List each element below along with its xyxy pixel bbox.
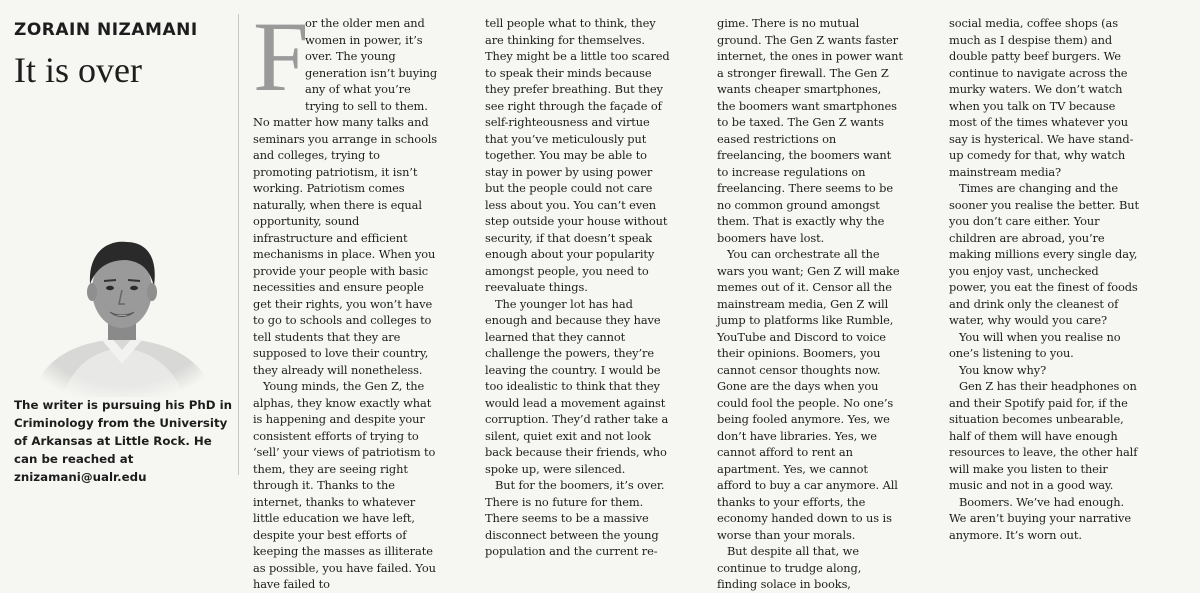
paragraph: Gen Z has their headphones on and their Spotify paid for, if the situation becomes unbearable, half of them will have enough resources to leave, the other half will make you listen to their music and not in a good way. — [949, 379, 1138, 492]
article-column-4 — [949, 15, 1139, 543]
paragraph: You will when you realise no one’s listening to you. — [949, 329, 1121, 360]
paragraph — [253, 1, 439, 378]
paragraph: tell people what to think, they are thinking for themselves. They might be a little too scared to speak their minds because they prefer breathing. But they see right through the façade of self-righteousness and virtue that you’ve meticulously put together. You may be able to stay in power by using power but the people could not care less about you. You can’t even step outside your house without security, if that doesn’t speak enough about your popularity amongst people, you need to reevaluate things. — [485, 16, 670, 294]
paragraph: The younger lot has had enough and because they have learned that they cannot challenge the powers, they’re leaving the country. I would be too idealistic to think that they would lead a movement against corruption. They’d rather take a silent, quiet exit and not look back because their friends, who spoke up, were silenced. — [485, 296, 669, 476]
paragraph: Times are changing and the sooner you realise the better. But you don’t care either. Your children are abroad, you’re making millions every single day, you enjoy vast, unchecked power, you eat the finest of foods and drink only the cleanest of water, why would you care? — [949, 181, 1139, 327]
paragraph: Boomers. We’ve had enough. We aren’t buying your narrative anymore. It’s worn out. — [949, 494, 1132, 542]
column-divider — [238, 14, 239, 475]
paragraph: But despite all that, we continue to trudge along, finding solace in books, — [717, 544, 862, 591]
author-bio: The writer is pursuing his PhD in Criminology from the University of Arkansas at Little Rock. He can be reached at znizamani@ualr.edu — [14, 398, 233, 484]
paragraph: Young minds, the Gen Z, the alphas, they know exactly what is happening and despite your consistent efforts of trying to ‘sell’ your views of patriotism to them, they are seeing right through it. Thanks to the internet, thanks to whatever little education we have left, despite your best efforts of keeping the masses as illiterate as possible, you have failed. You have failed to — [253, 379, 436, 591]
paragraph: You know why? — [959, 362, 1047, 377]
article-column-1 — [253, 1, 439, 593]
paragraph-text: or the older men and women in power, it’s over. The young generation isn’t buying any of what you’re trying to sell to them. No matter how many talks and seminars you arrange in schools and colleges, trying to promoting patriotism, it isn’t working. Patriotism comes naturally, when there is equal opportunity, sound infrastructure and efficient mechanisms in place. When you provide your people with basic necessities and ensure people get their rights, you won’t have to go to schools and colleges to tell students that they are supposed to love their country, they already will nonetheless. — [253, 16, 438, 377]
dropcap-wrapper — [253, 1, 309, 112]
author-sidebar — [14, 20, 236, 484]
paragraph: But for the boomers, it’s over. There is no future for them. There seems to be a massive disconnect between the young population and the current re- — [485, 478, 665, 558]
headline: It is over — [14, 50, 142, 90]
dropcap: F — [253, 1, 309, 112]
paragraph: You can orchestrate all the wars you want; Gen Z will make memes out of it. Censor all the mainstream media, Gen Z will jump to platforms like Rumble, YouTube and Discord to voice their opinions. Boomers, you cannot censor thoughts now. Gone are the days when you could fool the people. No one’s being fooled anymore. Yes, we don’t have libraries. Yes, we cannot afford to rent an apartment. Yes, we cannot afford to buy a car anymore. All thanks to your efforts, the economy handed down to us is worse than your morals. — [717, 247, 900, 542]
article-column-3 — [717, 15, 903, 593]
paragraph: gime. There is no mutual ground. The Gen Z wants faster internet, the ones in power want a stronger firewall. The Gen Z wants cheaper smartphones, the boomers want smartphones to be taxed. The Gen Z wants eased restrictions on freelancing, the boomers want to increase regulations on freelancing. There seems to be no common ground amongst them. That is exactly why the boomers have lost. — [717, 16, 903, 245]
author-name: ZORAIN NIZAMANI — [14, 20, 198, 40]
paragraph: social media, coffee shops (as much as I despise them) and double patty beef burgers. We continue to navigate across the murky waters. We don’t watch when you talk on TV because most of the times whatever you say is hysterical. We have stand-up comedy for that, why watch mainstream media? — [949, 16, 1134, 179]
author-photo — [22, 232, 222, 397]
article-column-2 — [485, 15, 671, 560]
